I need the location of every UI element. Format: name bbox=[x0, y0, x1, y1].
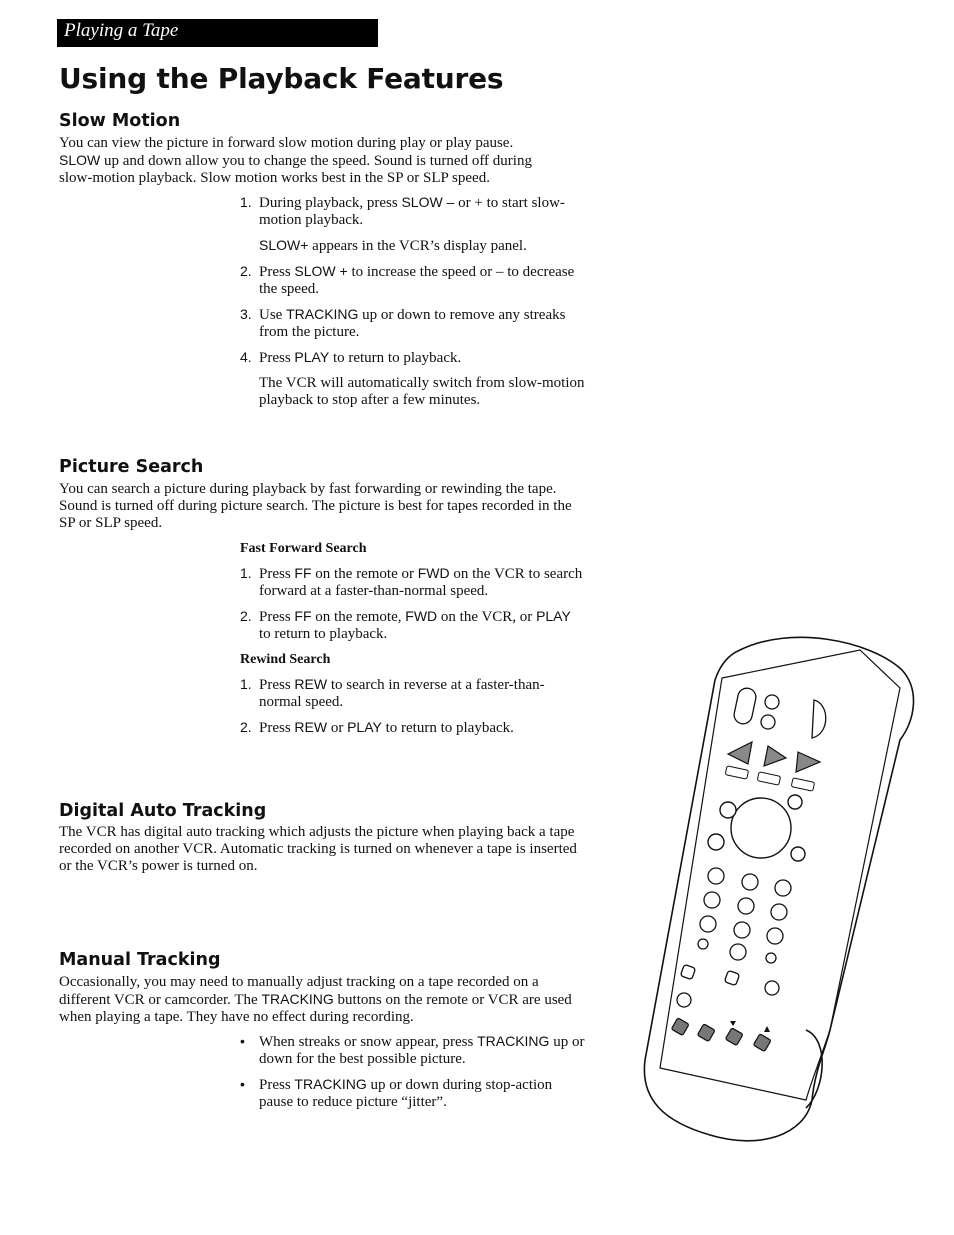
list-item: 3. Use TRACKING up or down to remove any streaks from the picture. bbox=[240, 306, 566, 340]
list-item: • When streaks or snow appear, press TRACKING up or down for the best possible picture. bbox=[240, 1033, 585, 1067]
list-item: 1. During playback, press SLOW – or + to start slow-motion playback. bbox=[240, 194, 565, 228]
manual-tracking-intro: Occasionally, you may need to manually adjust tracking on a tape recorded on a different VCR or camcorder. The TRACKING buttons on the remote or VCR are used when playing a tape. They have no effect during recording. bbox=[59, 974, 572, 1025]
slow-motion-heading: Slow Motion bbox=[59, 111, 181, 131]
section-header-bar bbox=[57, 19, 378, 47]
list-item: 2. Press REW or PLAY to return to playback. bbox=[240, 719, 514, 736]
remote-control-icon bbox=[630, 630, 920, 1150]
list-item: 2. Press SLOW + to increase the speed or – to decrease the speed. bbox=[240, 263, 575, 297]
list-item: • Press TRACKING up or down during stop-action pause to reduce picture “jitter”. bbox=[240, 1076, 553, 1110]
picture-search-steps bbox=[240, 540, 585, 745]
fast-forward-search-heading: Fast Forward Search bbox=[240, 541, 367, 556]
slow-motion-note: The VCR will automatically switch from slow-motion playback to stop after a few minutes. bbox=[259, 375, 585, 408]
section-label: Playing a Tape bbox=[64, 20, 179, 41]
manual-tracking-bullets bbox=[240, 1033, 585, 1119]
list-item: 1. Press REW to search in reverse at a faster-than-normal speed. bbox=[240, 676, 545, 710]
picture-search-intro: You can search a picture during playback by fast forwarding or rewinding the tape. Sound is turned off during picture search. The picture is best for tapes recorded in the SP or SLP speed. bbox=[59, 481, 572, 531]
digital-auto-tracking-heading: Digital Auto Tracking bbox=[59, 801, 267, 821]
slow-motion-intro: You can view the picture in forward slow motion during play or play pause. SLOW up and down allow you to change the speed. Sound is turned off during slow-motion playback. Slow motion works best in the SP or SLP speed. bbox=[59, 135, 532, 186]
picture-search-heading: Picture Search bbox=[59, 457, 204, 477]
page-title: Using the Playback Features bbox=[59, 62, 504, 95]
rewind-search-heading: Rewind Search bbox=[240, 652, 331, 667]
list-item: 2. Press FF on the remote, FWD on the VCR, or PLAY to return to playback. bbox=[240, 608, 571, 642]
slow-motion-note: SLOW+ appears in the VCR’s display panel. bbox=[259, 237, 527, 254]
list-item: 1. Press FF on the remote or FWD on the VCR to search forward at a faster-than-normal speed. bbox=[240, 565, 583, 599]
list-item: 4. Press PLAY to return to playback. bbox=[240, 349, 462, 366]
slow-motion-steps bbox=[240, 194, 585, 417]
manual-tracking-heading: Manual Tracking bbox=[59, 950, 221, 970]
digital-auto-tracking-body: The VCR has digital auto tracking which adjusts the picture when playing back a tape recorded on another VCR. Automatic tracking is turned on whenever a tape is inserted or the VCR’s power is turned on. bbox=[59, 824, 577, 874]
